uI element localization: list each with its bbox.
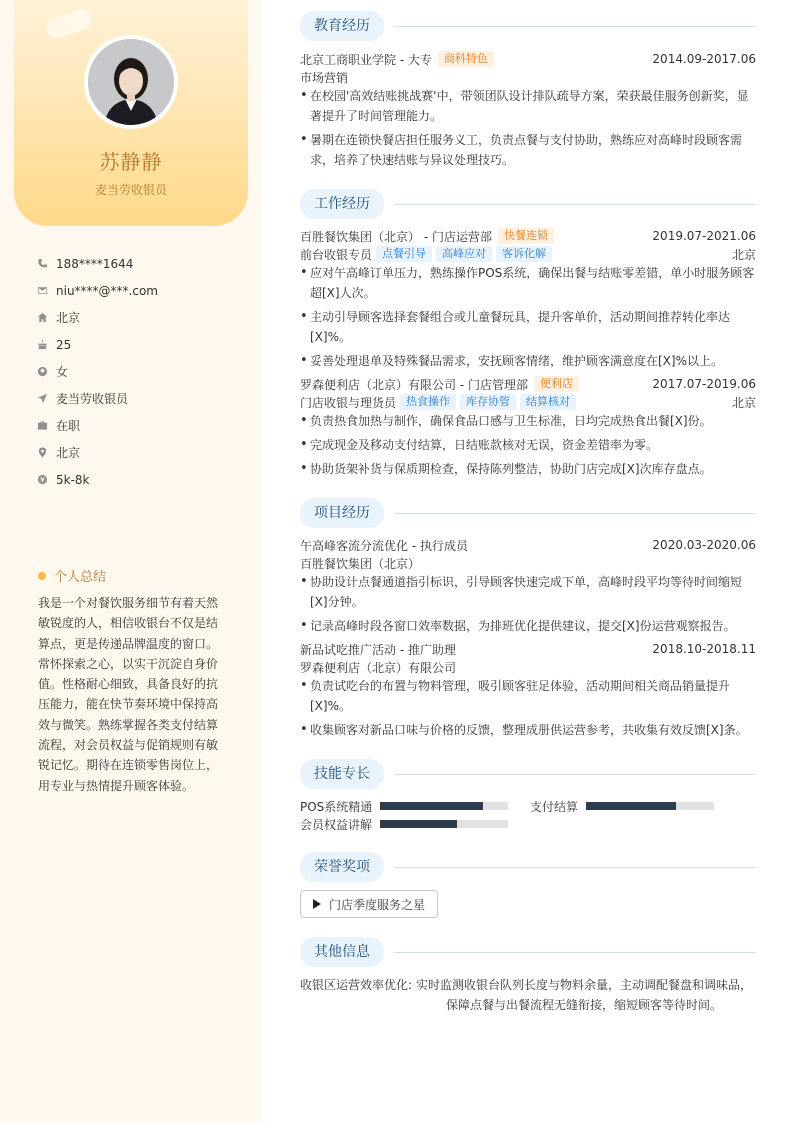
summary-text: 我是一个对餐饮服务细节有着天然敏锐度的人，相信收银台不仅是结算点，更是传递品牌温度的窗口。常怀探索之心，以实干沉淀自身价值。性格耐心细致，具备良好的抗压能力，能在快节奏环境中保持高效与微笑。熟练掌握各类支付结算流程，对会员权益与促销规则有敏锐记忆。期待在连锁零售岗位上，用专业与热情提升顾客体验。: [38, 596, 219, 793]
skill-tag: 客诉化解: [496, 246, 552, 262]
section-projects: [300, 498, 756, 528]
home-icon: [36, 312, 48, 324]
sidebar: [0, 0, 262, 1123]
school-tag: 商科特色: [438, 51, 494, 67]
company-tag: 快餐连锁: [498, 228, 554, 244]
section-skills: [300, 759, 756, 789]
project-org-row: [300, 554, 756, 572]
project-date: 2018.10-2018.11: [652, 642, 756, 656]
mail-icon: [36, 285, 48, 297]
section-divider: [394, 774, 756, 775]
project-org: 罗森便利店（北京）有限公司: [300, 660, 457, 675]
project-bullet: • 收集顾客对新品口味与价格的反馈，整理成册供运营参考，共收集有效反馈[X]条。: [300, 720, 756, 740]
school-name: 北京工商职业学院 - 大专: [300, 52, 432, 67]
section-divider: [394, 952, 756, 953]
education-bullet: • 暑期在连锁快餐店担任服务义工，负责点餐与支付协助，熟练应对高峰时段顾客需求，培养了快速结账与异议处理技巧。: [300, 130, 756, 170]
job-role: 门店收银与理货员: [300, 395, 397, 410]
job-bullet: • 协助货架补货与保质期检查，保持陈列整洁，协助门店完成[X]次库存盘点。: [300, 459, 756, 479]
contact-text: 在职: [56, 419, 81, 433]
job-city: 北京: [731, 395, 756, 410]
project-org: 百胜餐饮集团（北京）: [300, 556, 421, 571]
section-education: [300, 11, 756, 41]
major: 市场营销: [300, 70, 349, 85]
education-date: 2014.09-2017.06: [652, 52, 756, 66]
project-bullet: • 协助设计点餐通道指引标识，引导顾客快速完成下单，高峰时段平均等待时间缩短[X]分钟。: [300, 572, 756, 612]
section-title: 教育经历: [300, 11, 384, 41]
contact-text: 5k-8k: [56, 472, 90, 487]
project-bullet: • 负责试吃台的布置与物料管理，吸引顾客驻足体验，活动期间相关商品销量提升[X]%。: [300, 676, 756, 716]
job-bullet: • 应对午高峰订单压力，熟练操作POS系统，确保出餐与结账零差错，单小时服务顾客超[X]人次。: [300, 263, 756, 303]
company: 罗森便利店（北京）有限公司 - 门店管理部: [300, 377, 528, 392]
contact-text: 北京: [56, 446, 81, 460]
section-title: 其他信息: [300, 937, 384, 967]
location-icon: [36, 447, 48, 459]
skill-bar: [380, 820, 508, 828]
avatar-photo: [88, 39, 174, 125]
summary-heading: [38, 566, 106, 585]
contact-location: [36, 439, 246, 466]
summary-title: 个人总结: [54, 570, 107, 585]
skill-bar-fill: [586, 802, 676, 810]
skill-bar: [586, 802, 714, 810]
section-title: 荣誉奖项: [300, 852, 384, 882]
job-date: 2017.07-2019.06: [652, 377, 756, 391]
skill-bar: [380, 802, 508, 810]
other-text: 实时监测收银台队列长度与物料余量，主动调配餐盘和调味品，保障点餐与出餐流程无缝衔接，缩短顾客等待时间。: [416, 978, 753, 1012]
contact-gender: [36, 358, 246, 385]
contact-text: 北京: [56, 311, 81, 325]
section-divider: [394, 26, 756, 27]
section-title: 技能专长: [300, 759, 384, 789]
skill-item: [530, 798, 714, 814]
project-org-row: [300, 658, 756, 676]
section-title: 项目经历: [300, 498, 384, 528]
job-header: [300, 375, 756, 393]
skill-tag: 结算核对: [520, 394, 576, 410]
project-header: [300, 640, 756, 658]
award-badge: [300, 890, 438, 918]
contact-position: [36, 385, 246, 412]
section-other: [300, 937, 756, 967]
contact-list: [36, 250, 246, 493]
award-name: 门店季度服务之星: [329, 897, 426, 912]
skill-tag: 库存协管: [460, 394, 516, 410]
job-role: 前台收银专员: [300, 247, 373, 262]
job-bullet: • 主动引导顾客选择套餐组合或儿童餐玩具，提升客单价，活动期间推荐转化率达[X]%。: [300, 307, 756, 347]
avatar-frame: [84, 35, 178, 129]
send-icon: [36, 393, 48, 405]
job-role-row: [300, 245, 756, 263]
skill-name: POS系统精通: [300, 799, 373, 814]
company: 百胜餐饮集团（北京） - 门店运营部: [300, 229, 492, 244]
candidate-title: 麦当劳收银员: [94, 183, 167, 197]
education-bullet: • 在校园'高效结账挑战赛'中，带领团队设计排队疏导方案，荣获最佳服务创新奖，显著提升了时间管理能力。: [300, 86, 756, 126]
section-work: [300, 189, 756, 219]
section-divider: [394, 513, 756, 514]
briefcase-icon: [36, 420, 48, 432]
avatar: [88, 39, 174, 125]
other-label: 收银区运营效率优化:: [300, 978, 413, 992]
job-city: 北京: [731, 247, 756, 262]
project-header: [300, 536, 756, 554]
job-bullet: • 妥善处理退单及特殊餐品需求，安抚顾客情绪，维护顾客满意度在[X]%以上。: [300, 351, 756, 371]
header-decoration: [44, 7, 94, 40]
contact-text: 188****1644: [56, 256, 134, 271]
skill-tag: 点餐引导: [376, 246, 432, 262]
contact-status: [36, 412, 246, 439]
contact-home: [36, 304, 246, 331]
contact-text: 女: [56, 365, 69, 379]
skill-name: 会员权益讲解: [300, 817, 373, 832]
project-name: 新品试吃推广活动 - 推广助理: [300, 642, 456, 657]
section-title: 工作经历: [300, 189, 384, 219]
section-divider: [394, 867, 756, 868]
dot-icon: [38, 572, 46, 580]
skill-name: 支付结算: [530, 799, 579, 814]
skill-bar-fill: [380, 802, 482, 810]
education-header: [300, 50, 756, 68]
contact-text: niu****@***.com: [56, 283, 158, 298]
project-name: 午高峰客流分流优化 - 执行成员: [300, 538, 468, 553]
gender-icon: [36, 366, 48, 378]
money-icon: [36, 474, 48, 486]
skill-item: [300, 798, 508, 814]
job-bullet: • 完成现金及移动支付结算，日结账款核对无误，资金差错率为零。: [300, 435, 756, 455]
education-major-row: [300, 68, 756, 86]
contact-email: [36, 277, 246, 304]
phone-icon: [36, 258, 48, 270]
job-role-row: [300, 393, 756, 411]
company-tag: 便利店: [534, 376, 579, 392]
job-header: [300, 227, 756, 245]
contact-text: 麦当劳收银员: [56, 392, 129, 406]
contact-age: [36, 331, 246, 358]
section-awards: [300, 852, 756, 882]
contact-salary: [36, 466, 246, 493]
candidate-name: 苏静静: [99, 150, 163, 174]
play-icon: [313, 899, 321, 909]
section-divider: [394, 204, 756, 205]
skill-tag: 高峰应对: [436, 246, 492, 262]
skill-bar-fill: [380, 820, 457, 828]
other-info: [300, 975, 756, 1015]
contact-text: 25: [56, 337, 72, 352]
skill-item: [300, 816, 508, 832]
contact-phone: [36, 250, 246, 277]
project-date: 2020.03-2020.06: [652, 538, 756, 552]
job-bullet: • 负责热食加热与制作，确保食品口感与卫生标准，日均完成热食出餐[X]份。: [300, 411, 756, 431]
cake-icon: [36, 339, 48, 351]
project-bullet: • 记录高峰时段各窗口效率数据，为排班优化提供建议，提交[X]份运营观察报告。: [300, 616, 756, 636]
job-date: 2019.07-2021.06: [652, 229, 756, 243]
skill-tag: 热食操作: [400, 394, 456, 410]
